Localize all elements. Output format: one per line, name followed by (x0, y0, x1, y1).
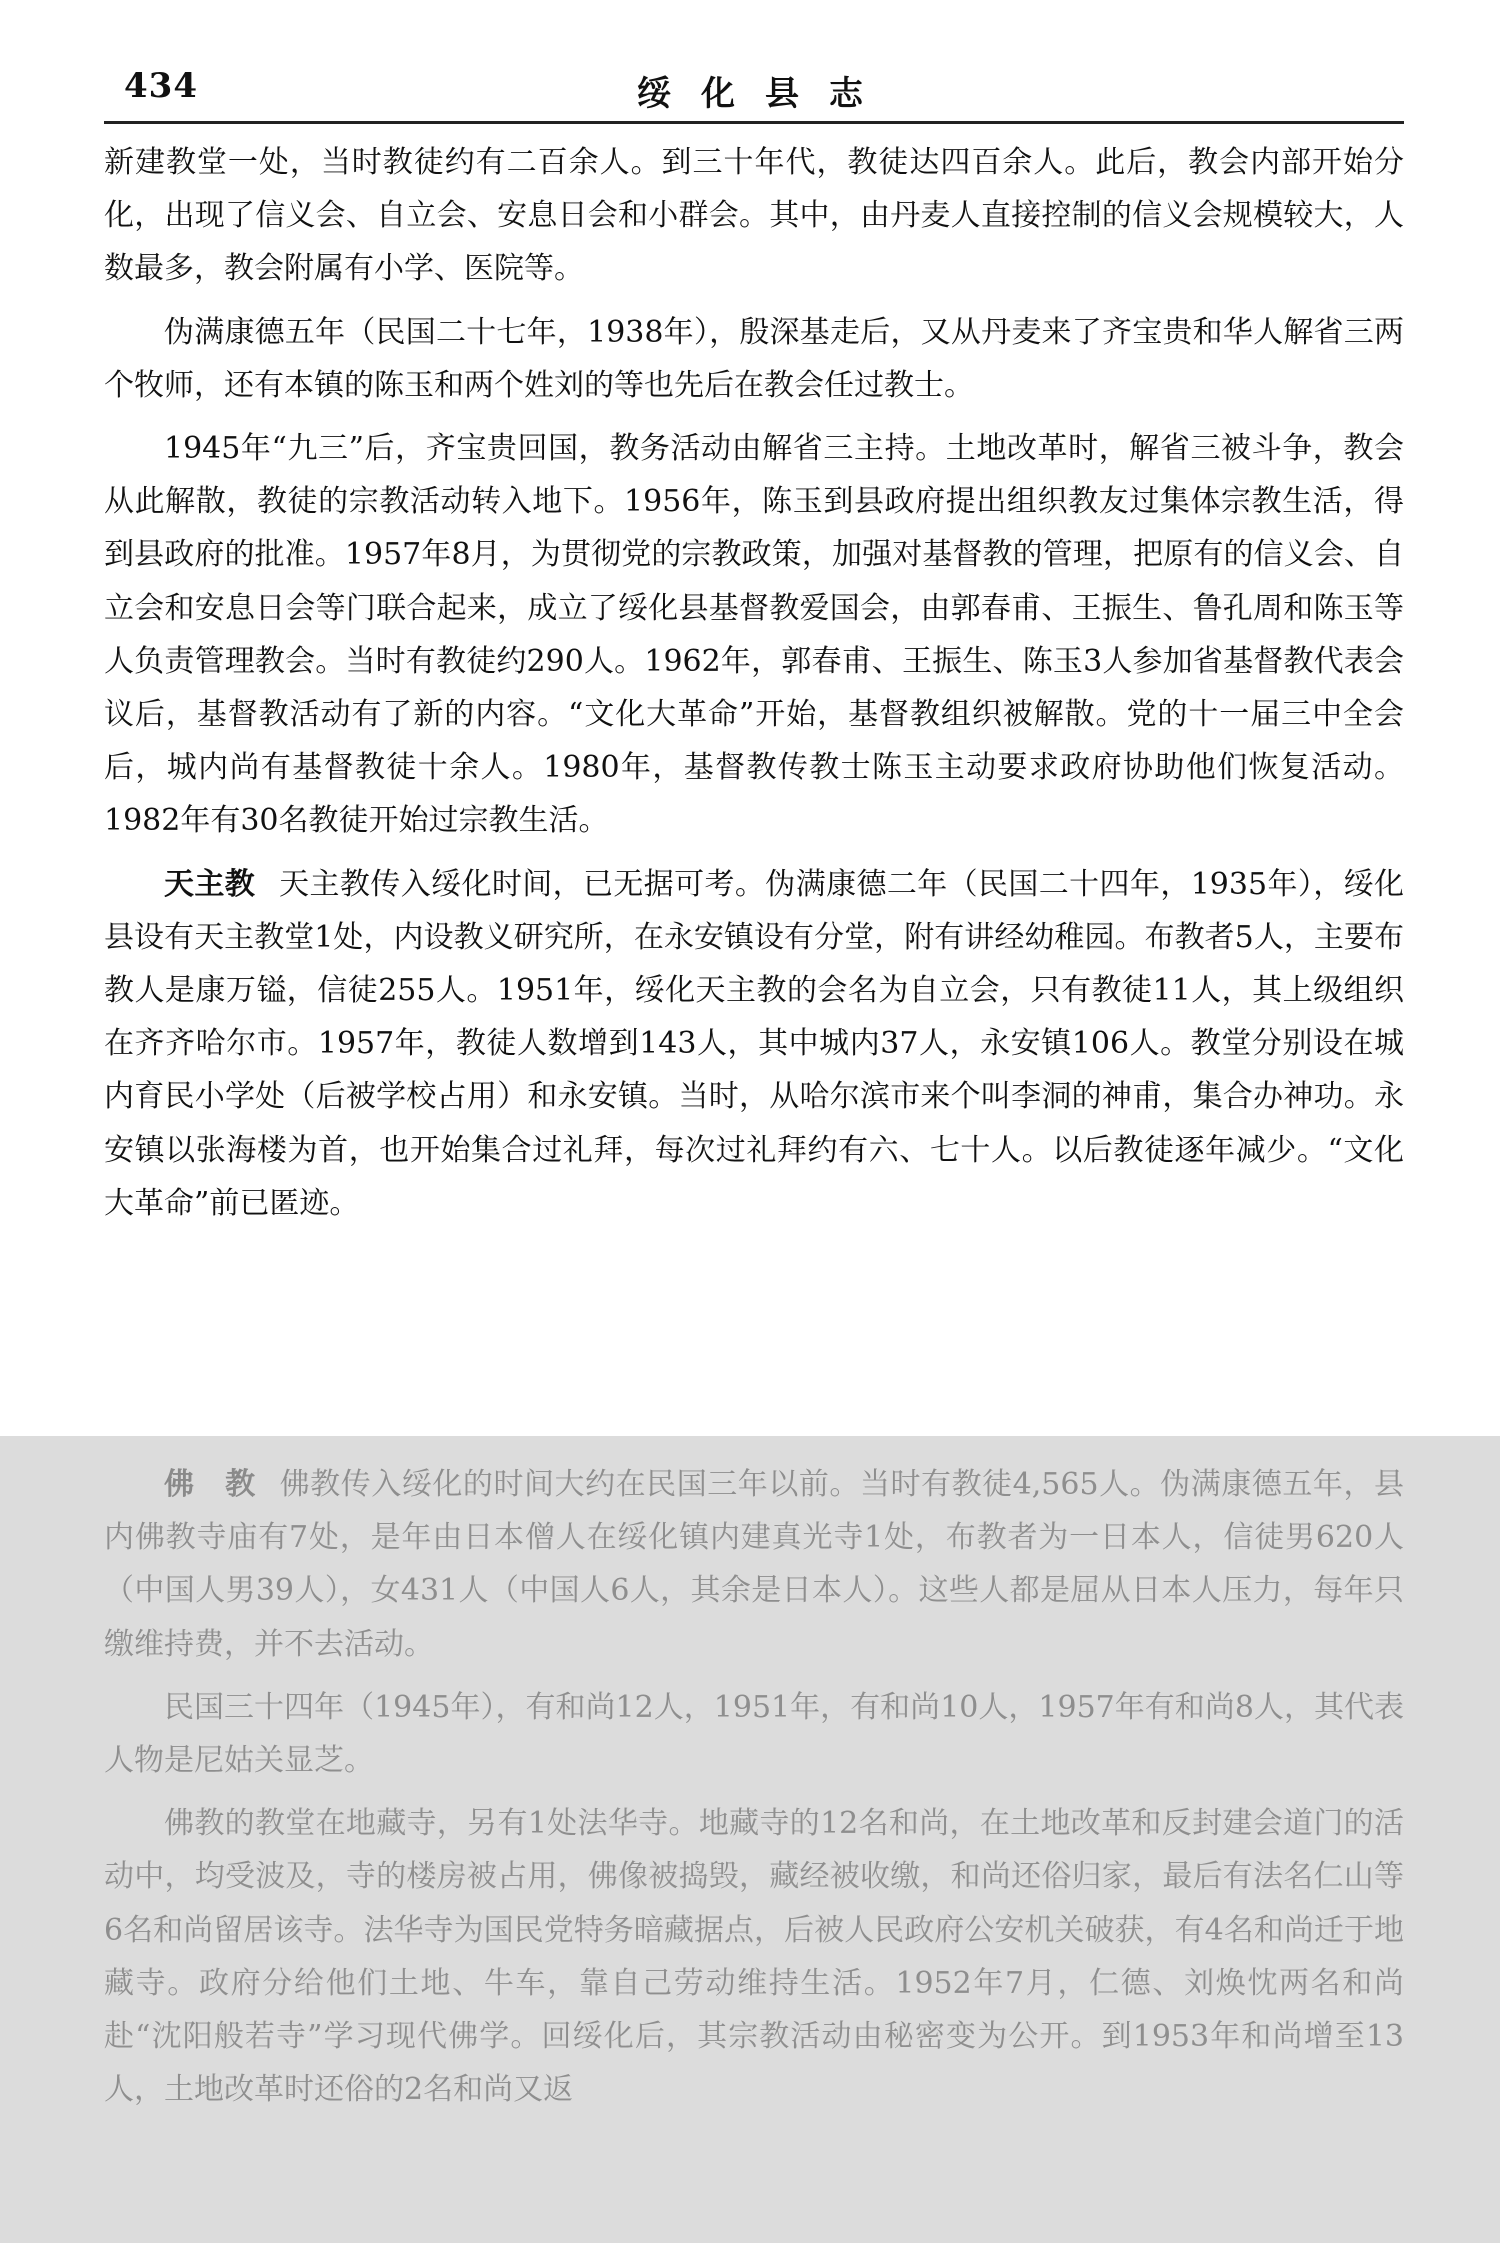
paragraph-buddhism (104, 1458, 1404, 1671)
section-term-buddhism: 佛 教 (164, 1467, 256, 1502)
lower-text-block (104, 1458, 1404, 2116)
header-rule (104, 121, 1404, 124)
paragraph-monks: 民国三十四年（1945年），有和尚12人，1951年，有和尚10人，1957年有和尚8人，其代表人物是尼姑关显芝。 (104, 1689, 1404, 1779)
paragraph-temples: 佛教的教堂在地藏寺，另有1处法华寺。地藏寺的12名和尚，在土地改革和反封建会道门的活动中，均受波及，寺的楼房被占用，佛像被捣毁，藏经被收缴，和尚还俗归家，最后有法名仁山等6名和尚留居该寺。法华寺为国民党特务暗藏据点，后被人民政府公安机关破获，有4名和尚迁于地藏寺。政府分给他们土地、牛车，靠自己劳动维持生活。1952年7月，仁德、刘焕忱两名和尚赴“沈阳般若寺”学习现代佛学。回绥化后，其宗教活动由秘密变为公开。到1953年和尚增至13人，土地改革时还俗的2名和尚又返 (104, 1806, 1404, 2108)
paragraph-christian-history: 1945年“九三”后，齐宝贵回国，教务活动由解省三主持。土地改革时，解省三被斗争，教会从此解散，教徒的宗教活动转入地下。1956年，陈玉到县政府提出组织教友过集体宗教生活，得到县政府的批准。1957年8月，为贯彻党的宗教政策，加强对基督教的管理，把原有的信义会、自立会和安息日会等门联合起来，成立了绥化县基督教爱国会，由郭春甫、王振生、鲁孔周和陈玉等人负责管理教会。当时有教徒约290人。1962年，郭春甫、王振生、陈玉3人参加省基督教代表会议后，基督教活动有了新的内容。“文化大革命”开始，基督教组织被解散。党的十一届三中全会后，城内尚有基督教徒十余人。1980年，基督教传教士陈玉主动要求政府协助他们恢复活动。1982年有30名教徒开始过宗教生活。 (104, 431, 1404, 839)
page-number: 434 (124, 66, 198, 106)
page-header (0, 0, 1500, 130)
paragraph-catholicism (104, 858, 1404, 1230)
section-term-catholicism: 天主教 (164, 866, 256, 902)
paragraph-pastors: 伪满康德五年（民国二十七年，1938年），殷深基走后，又从丹麦来了齐宝贵和华人解省三两个牧师，还有本镇的陈玉和两个姓刘的等也先后在教会任过教士。 (104, 314, 1404, 403)
paragraph-continued: 新建教堂一处，当时教徒约有二百余人。到三十年代，教徒达四百余人。此后，教会内部开始分化，出现了信义会、自立会、安息日会和小群会。其中，由丹麦人直接控制的信义会规模较大，人数最多，教会附属有小学、医院等。 (104, 145, 1404, 287)
catholicism-text: 天主教传入绥化时间，已无据可考。伪满康德二年（民国二十四年，1935年），绥化县设有天主教堂1处，内设教义研究所，在永安镇设有分堂，附有讲经幼稚园。布教者5人，主要布教人是康万镒，信徒255人。1951年，绥化天主教的会名为自立会，只有教徒11人，其上级组织在齐齐哈尔市。1957年，教徒人数增到143人，其中城内37人，永安镇106人。教堂分别设在城内育民小学处（后被学校占用）和永安镇。当时，从哈尔滨市来个叫李洞的神甫，集合办神功。永安镇以张海楼为首，也开始集合过礼拜，每次过礼拜约有六、七十人。以后教徒逐年减少。“文化大革命”前已匿迹。 (104, 866, 1404, 1221)
buddhism-text: 佛教传入绥化的时间大约在民国三年以前。当时有教徒4,565人。伪满康德五年，县内佛教寺庙有7处，是年由日本僧人在绥化镇内建真光寺1处，布教者为一日本人，信徒男620人（中国人男39人），女431人（中国人6人，其余是日本人）。这些人都是屈从日本人压力，每年只缴维持费，并不去活动。 (104, 1467, 1405, 1662)
running-title: 绥化县志 (637, 74, 893, 114)
upper-text-block (104, 136, 1404, 1230)
